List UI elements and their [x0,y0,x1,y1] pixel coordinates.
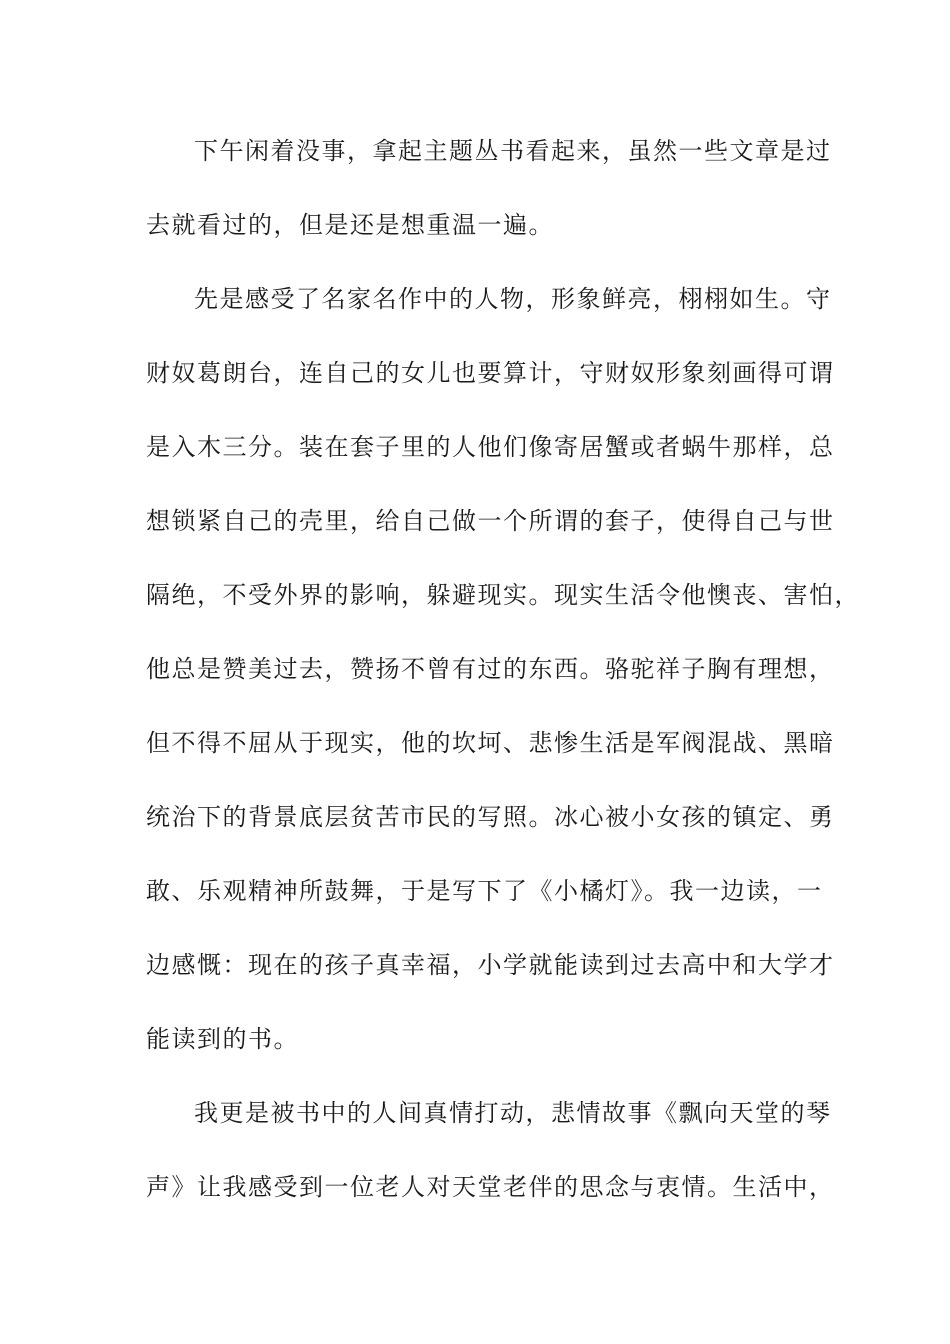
paragraph-2-line-3: 是入木三分。装在套子里的人他们像寄居蟹或者蜗牛那样，总 [146,433,835,461]
paragraph-2-line-4: 想锁紧自己的壳里，给自己做一个所谓的套子，使得自己与世 [146,507,835,535]
body-text [146,126,860,1236]
paragraph-3-line-2: 声》让我感受到一位老人对天堂老伴的思念与衷情。生活中， [146,1173,835,1201]
paragraph-2-line-6: 他总是赞美过去，赞扬不曾有过的东西。骆驼祥子胸有理想， [146,655,835,683]
paragraph-2-line-9: 敢、乐观精神所鼓舞，于是写下了《小橘灯》。我一边读，一 [146,877,823,905]
paragraph-2-line-11: 能读到的书。 [146,1025,299,1053]
paragraph-2-line-8: 统治下的背景底层贫苦市民的写照。冰心被小女孩的镇定、勇 [146,803,835,831]
paragraph-1-line-2: 去就看过的，但是还是想重温一遍。 [146,211,554,239]
paragraph-2-line-7: 但不得不屈从于现实，他的坎坷、悲惨生活是军阀混战、黑暗 [146,729,835,757]
paragraph-2-line-2: 财奴葛朗台，连自己的女儿也要算计，守财奴形象刻画得可谓 [146,359,835,387]
paragraph-2-line-10: 边感慨：现在的孩子真幸福，小学就能读到过去高中和大学才 [146,951,835,979]
paragraph-2-line-5: 隔绝，不受外界的影响，躲避现实。现实生活令他懊丧、害怕， [146,581,860,609]
paragraph-2-line-1: 先是感受了名家名作中的人物，形象鲜亮，栩栩如生。守 [194,285,832,313]
paragraph-1-line-1: 下午闲着没事，拿起主题丛书看起来，虽然一些文章是过 [194,137,832,165]
paragraph-3-line-1: 我更是被书中的人间真情打动，悲情故事《飘向天堂的琴 [194,1099,832,1127]
